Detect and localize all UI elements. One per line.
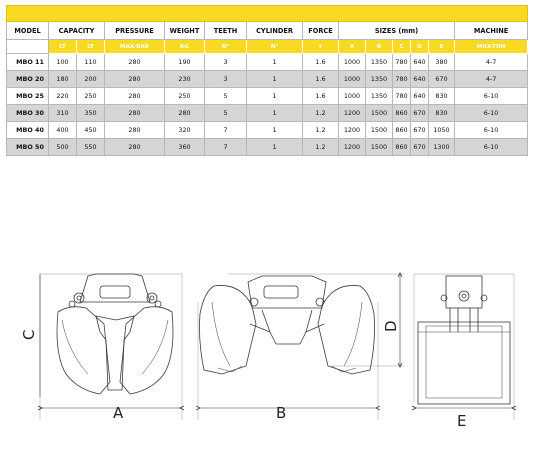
value-cell: 5 bbox=[205, 88, 247, 105]
value-cell: 280 bbox=[105, 139, 165, 156]
value-cell: 1 bbox=[247, 122, 303, 139]
model-cell: MBO 11 bbox=[7, 54, 49, 71]
unit-cell: MAX-BAR bbox=[105, 40, 165, 54]
spec-sheet bbox=[6, 5, 527, 156]
value-cell: 400 bbox=[49, 122, 77, 139]
value-cell: 780 bbox=[393, 71, 411, 88]
units-blank bbox=[7, 40, 49, 54]
value-cell: 3 bbox=[205, 71, 247, 88]
header-row bbox=[7, 22, 528, 40]
value-cell: 1050 bbox=[429, 122, 455, 139]
front-view-drawing bbox=[38, 274, 184, 420]
value-cell: 450 bbox=[77, 122, 105, 139]
table-row bbox=[7, 122, 528, 139]
value-cell: 280 bbox=[105, 54, 165, 71]
value-cell: 180 bbox=[49, 71, 77, 88]
value-cell: 1.6 bbox=[303, 88, 339, 105]
value-cell: 1 bbox=[247, 139, 303, 156]
header-model: MODEL bbox=[7, 22, 49, 40]
header-pressure: PRESSURE bbox=[105, 22, 165, 40]
value-cell: 1000 bbox=[339, 54, 366, 71]
unit-cell: C bbox=[393, 40, 411, 54]
unit-cell: t bbox=[303, 40, 339, 54]
model-cell: MBO 20 bbox=[7, 71, 49, 88]
value-cell: 6-10 bbox=[455, 105, 528, 122]
header-force: FORCE bbox=[303, 22, 339, 40]
unit-cell: N° bbox=[247, 40, 303, 54]
unit-cell: N° bbox=[205, 40, 247, 54]
unit-cell: LT bbox=[49, 40, 77, 54]
value-cell: 670 bbox=[411, 105, 429, 122]
table-body bbox=[7, 54, 528, 156]
value-cell: 780 bbox=[393, 54, 411, 71]
value-cell: 1300 bbox=[429, 139, 455, 156]
value-cell: 320 bbox=[165, 122, 205, 139]
value-cell: 1.2 bbox=[303, 105, 339, 122]
value-cell: 310 bbox=[49, 105, 77, 122]
value-cell: 550 bbox=[77, 139, 105, 156]
dim-label-b: B bbox=[276, 404, 287, 422]
unit-cell: LT bbox=[77, 40, 105, 54]
value-cell: 1 bbox=[247, 54, 303, 71]
value-cell: 350 bbox=[77, 105, 105, 122]
value-cell: 6-10 bbox=[455, 122, 528, 139]
unit-cell: B bbox=[366, 40, 393, 54]
value-cell: 4-7 bbox=[455, 71, 528, 88]
value-cell: 1350 bbox=[366, 88, 393, 105]
table-row bbox=[7, 54, 528, 71]
header-cylinder: CYLINDER bbox=[247, 22, 303, 40]
value-cell: 250 bbox=[77, 88, 105, 105]
value-cell: 1500 bbox=[366, 139, 393, 156]
value-cell: 360 bbox=[165, 139, 205, 156]
header-capacity: CAPACITY bbox=[49, 22, 105, 40]
model-cell: MBO 40 bbox=[7, 122, 49, 139]
unit-cell: E bbox=[429, 40, 455, 54]
side-view-drawing bbox=[412, 274, 516, 420]
header-machine: MACHINE bbox=[455, 22, 528, 40]
value-cell: 380 bbox=[429, 54, 455, 71]
dim-label-e: E bbox=[457, 412, 467, 430]
value-cell: 250 bbox=[165, 88, 205, 105]
value-cell: 1.2 bbox=[303, 122, 339, 139]
unit-cell: D bbox=[411, 40, 429, 54]
value-cell: 7 bbox=[205, 122, 247, 139]
dim-label-d: D bbox=[382, 320, 400, 332]
value-cell: 860 bbox=[393, 122, 411, 139]
value-cell: 1500 bbox=[366, 105, 393, 122]
value-cell: 1000 bbox=[339, 88, 366, 105]
unit-cell: A bbox=[339, 40, 366, 54]
value-cell: 830 bbox=[429, 105, 455, 122]
value-cell: 1 bbox=[247, 71, 303, 88]
value-cell: 1 bbox=[247, 88, 303, 105]
header-weight: WEIGHT bbox=[165, 22, 205, 40]
value-cell: 1000 bbox=[339, 71, 366, 88]
value-cell: 6-10 bbox=[455, 139, 528, 156]
units-row bbox=[7, 40, 528, 54]
header-sizes: SIZES (mm) bbox=[339, 22, 455, 40]
table-row bbox=[7, 105, 528, 122]
value-cell: 230 bbox=[165, 71, 205, 88]
value-cell: 860 bbox=[393, 139, 411, 156]
value-cell: 280 bbox=[165, 105, 205, 122]
table-row bbox=[7, 139, 528, 156]
value-cell: 1.6 bbox=[303, 71, 339, 88]
value-cell: 640 bbox=[411, 88, 429, 105]
value-cell: 500 bbox=[49, 139, 77, 156]
model-cell: MBO 25 bbox=[7, 88, 49, 105]
value-cell: 670 bbox=[429, 71, 455, 88]
value-cell: 1.6 bbox=[303, 54, 339, 71]
value-cell: 1350 bbox=[366, 54, 393, 71]
unit-cell: KG bbox=[165, 40, 205, 54]
value-cell: 7 bbox=[205, 139, 247, 156]
value-cell: 1.2 bbox=[303, 139, 339, 156]
value-cell: 1200 bbox=[339, 139, 366, 156]
value-cell: 200 bbox=[77, 71, 105, 88]
open-view-drawing bbox=[196, 273, 404, 420]
yellow-title-bar bbox=[7, 6, 528, 22]
value-cell: 100 bbox=[49, 54, 77, 71]
value-cell: 3 bbox=[205, 54, 247, 71]
value-cell: 1350 bbox=[366, 71, 393, 88]
value-cell: 1500 bbox=[366, 122, 393, 139]
value-cell: 860 bbox=[393, 105, 411, 122]
value-cell: 830 bbox=[429, 88, 455, 105]
value-cell: 640 bbox=[411, 54, 429, 71]
dim-label-a: A bbox=[113, 404, 124, 422]
value-cell: 1200 bbox=[339, 122, 366, 139]
model-cell: MBO 30 bbox=[7, 105, 49, 122]
value-cell: 280 bbox=[105, 105, 165, 122]
table-row bbox=[7, 88, 528, 105]
value-cell: 670 bbox=[411, 139, 429, 156]
value-cell: 220 bbox=[49, 88, 77, 105]
table-row bbox=[7, 71, 528, 88]
value-cell: 1 bbox=[247, 105, 303, 122]
header-teeth: TEETH bbox=[205, 22, 247, 40]
value-cell: 780 bbox=[393, 88, 411, 105]
model-cell: MBO 50 bbox=[7, 139, 49, 156]
grab-dimension-drawings bbox=[0, 262, 540, 474]
value-cell: 640 bbox=[411, 71, 429, 88]
value-cell: 190 bbox=[165, 54, 205, 71]
value-cell: 280 bbox=[105, 71, 165, 88]
value-cell: 280 bbox=[105, 88, 165, 105]
value-cell: 1200 bbox=[339, 105, 366, 122]
value-cell: 5 bbox=[205, 105, 247, 122]
spec-table bbox=[6, 5, 528, 156]
unit-cell: MAX-TON bbox=[455, 40, 528, 54]
value-cell: 670 bbox=[411, 122, 429, 139]
value-cell: 6-10 bbox=[455, 88, 528, 105]
value-cell: 4-7 bbox=[455, 54, 528, 71]
value-cell: 110 bbox=[77, 54, 105, 71]
dim-label-c: C bbox=[20, 329, 38, 340]
value-cell: 280 bbox=[105, 122, 165, 139]
